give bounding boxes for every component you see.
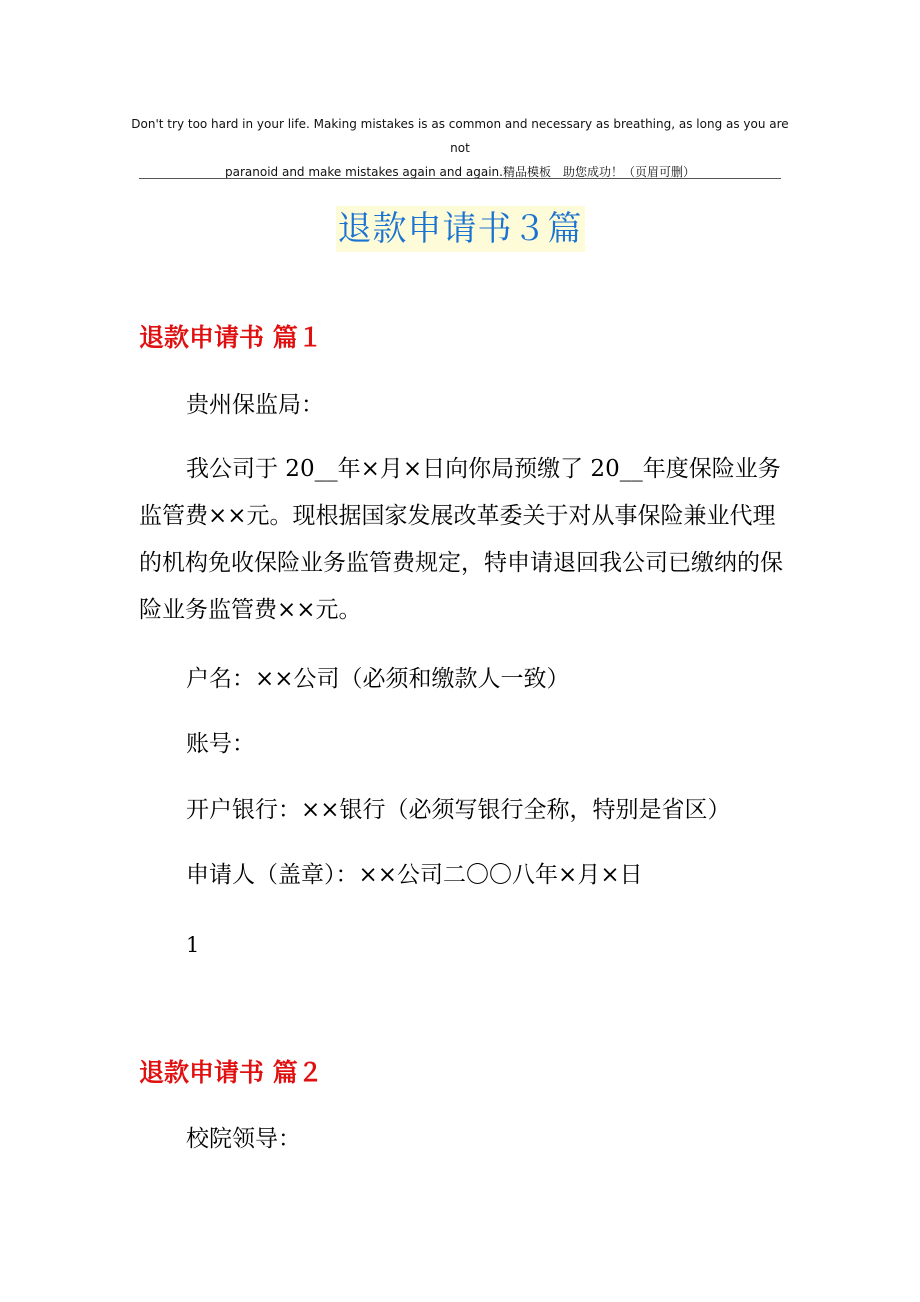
document-title-text: 退款申请书３篇 xyxy=(336,206,585,252)
page-number: 1 xyxy=(186,933,200,957)
page-header xyxy=(120,112,800,184)
header-line-2: paranoid and make mistakes again and again.精品模板 助您成功！（页眉可删） xyxy=(225,165,695,179)
section-1-account-name: 户名：××公司（必须和缴款人一致） xyxy=(186,666,570,692)
section-1-bank: 开户银行：××银行（必须写银行全称，特别是省区） xyxy=(186,797,731,823)
section-1-heading: 退款申请书 篇１ xyxy=(139,323,323,352)
section-1-salutation: 贵州保监局： xyxy=(186,392,324,418)
section-1-applicant: 申请人（盖章）：××公司二〇〇八年×月×日 xyxy=(186,862,643,888)
header-divider xyxy=(139,178,781,179)
section-1-account-number: 账号： xyxy=(186,731,255,757)
section-1-body-paragraph: 我公司于 20__年×月×日向你局预缴了 20__年度保险业务监管费××元。现根据国家发展改革委关于对从事保险兼业代理的机构免收保险业务监管费规定，特申请退回我公司已缴纳的保险业务监管费××元。 xyxy=(139,456,783,623)
header-line-1: Don't try too hard in your life. Making mistakes is as common and necessary as breathing, as long as you are not xyxy=(131,117,789,155)
section-2-salutation: 校院领导： xyxy=(186,1126,301,1152)
section-2-heading: 退款申请书 篇２ xyxy=(139,1058,323,1087)
document-title xyxy=(0,206,920,252)
